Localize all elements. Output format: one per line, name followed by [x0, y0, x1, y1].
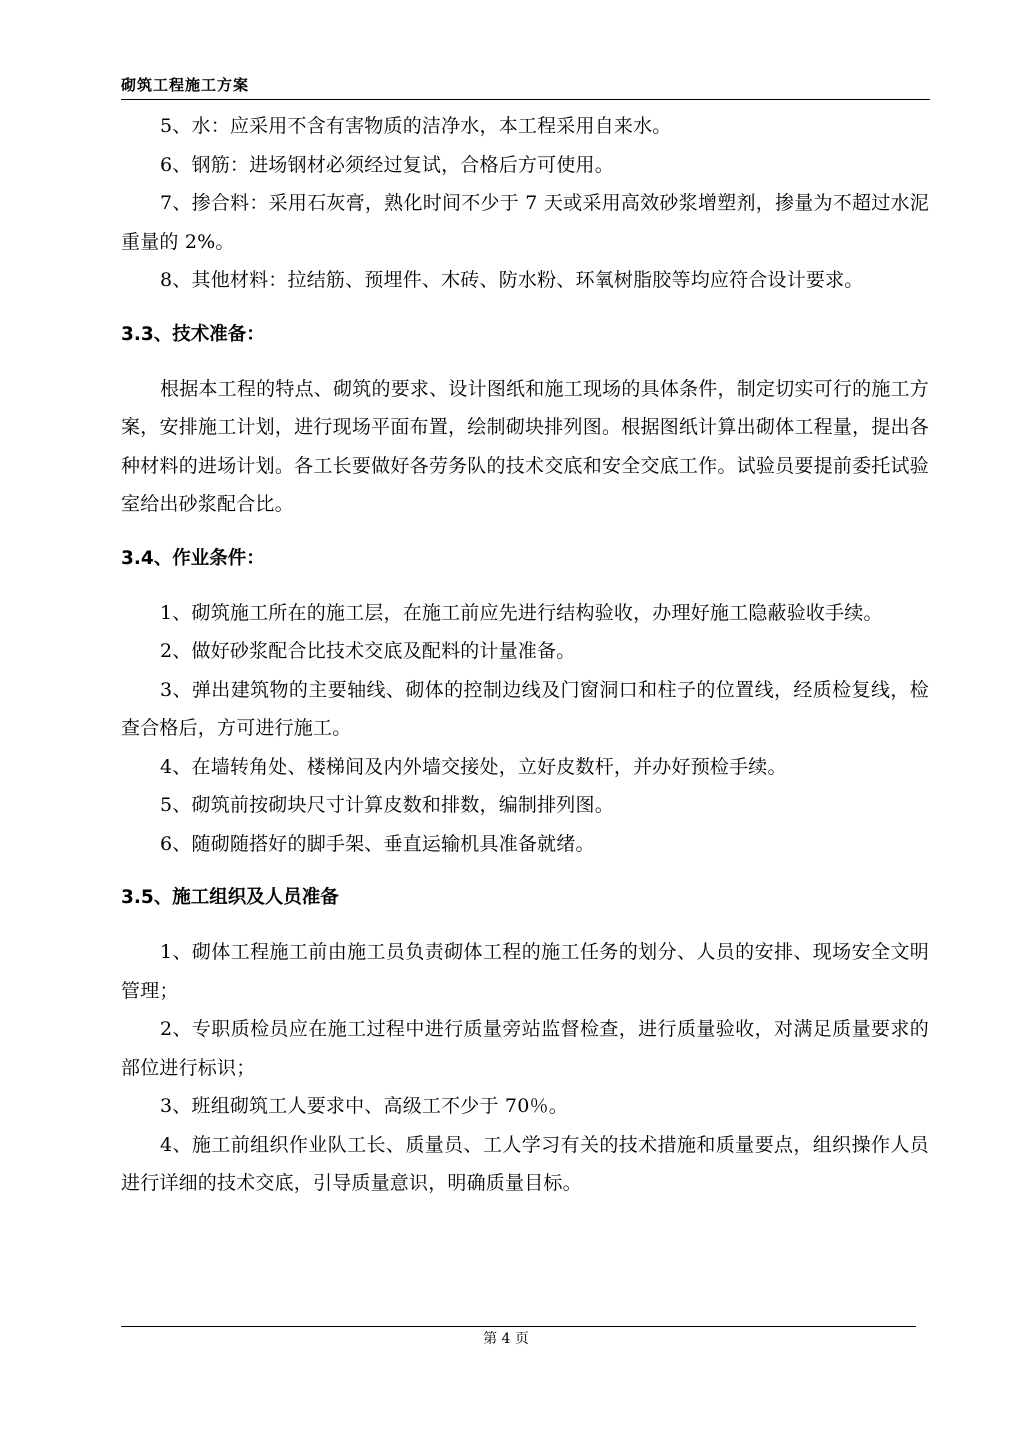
section-3-3-paragraph: 根据本工程的特点、砌筑的要求、设计图纸和施工现场的具体条件，制定切实可行的施工方案，安排施工计划，进行现场平面布置，绘制砌块排列图。根据图纸计算出砌体工程量，提出各种材料的进场计划。各工长要做好各劳务队的技术交底和安全交底工作。试验员要提前委托试验室给出砂浆配合比。: [121, 377, 929, 515]
work-condition-item: 4、在墙转角处、楼梯间及内外墙交接处，立好皮数杆，并办好预检手续。: [160, 755, 787, 778]
staffing-item: 4、施工前组织作业队工长、质量员、工人学习有关的技术措施和质量要点，组织操作人员进行详细的技术交底，引导质量意识，明确质量目标。: [121, 1133, 929, 1194]
staffing-item: 3、班组砌筑工人要求中、高级工不少于 70％。: [160, 1095, 568, 1117]
work-condition-item: 3、弹出建筑物的主要轴线、砌体的控制边线及门窗洞口和柱子的位置线，经质检复线，检查合格后，方可进行施工。: [121, 678, 929, 739]
header-divider: [121, 99, 930, 100]
section-heading-3-4: 3.4、作业条件：: [121, 547, 265, 569]
staffing-item: 2、专职质检员应在施工过程中进行质量旁站监督检查，进行质量验收，对满足质量要求的部位进行标识；: [121, 1018, 929, 1079]
work-condition-item: 6、随砌随搭好的脚手架、垂直运输机具准备就绪。: [160, 832, 595, 855]
section-heading-3-5: 3.5、施工组织及人员准备: [121, 887, 339, 908]
material-item-admixture: 7、掺合料：采用石灰膏，熟化时间不少于 7 天或采用高效砂浆增塑剂，掺量为不超过水泥重量的 2%。: [121, 192, 929, 253]
document-header-title: 砌筑工程施工方案: [121, 76, 250, 94]
section-heading-3-3: 3.3、技术准备：: [121, 323, 265, 345]
staffing-item: 1、砌体工程施工前由施工员负责砌体工程的施工任务的划分、人员的安排、现场安全文明管理；: [121, 941, 929, 1002]
page-number: 第 4 页: [483, 1331, 529, 1347]
material-item-water: 5、水：应采用不含有害物质的洁净水，本工程采用自来水。: [160, 115, 672, 137]
material-item-other: 8、其他材料：拉结筋、预埋件、木砖、防水粉、环氧树脂胶等均应符合设计要求。: [160, 269, 864, 291]
work-condition-item: 2、做好砂浆配合比技术交底及配料的计量准备。: [160, 640, 576, 662]
work-condition-item: 5、砌筑前按砌块尺寸计算皮数和排数，编制排列图。: [160, 794, 614, 816]
footer-divider: [121, 1326, 916, 1327]
document-body: [121, 107, 929, 1203]
material-item-rebar: 6、钢筋：进场钢材必须经过复试，合格后方可使用。: [160, 153, 614, 176]
work-condition-item: 1、砌筑施工所在的施工层，在施工前应先进行结构验收，办理好施工隐蔽验收手续。: [160, 601, 883, 624]
